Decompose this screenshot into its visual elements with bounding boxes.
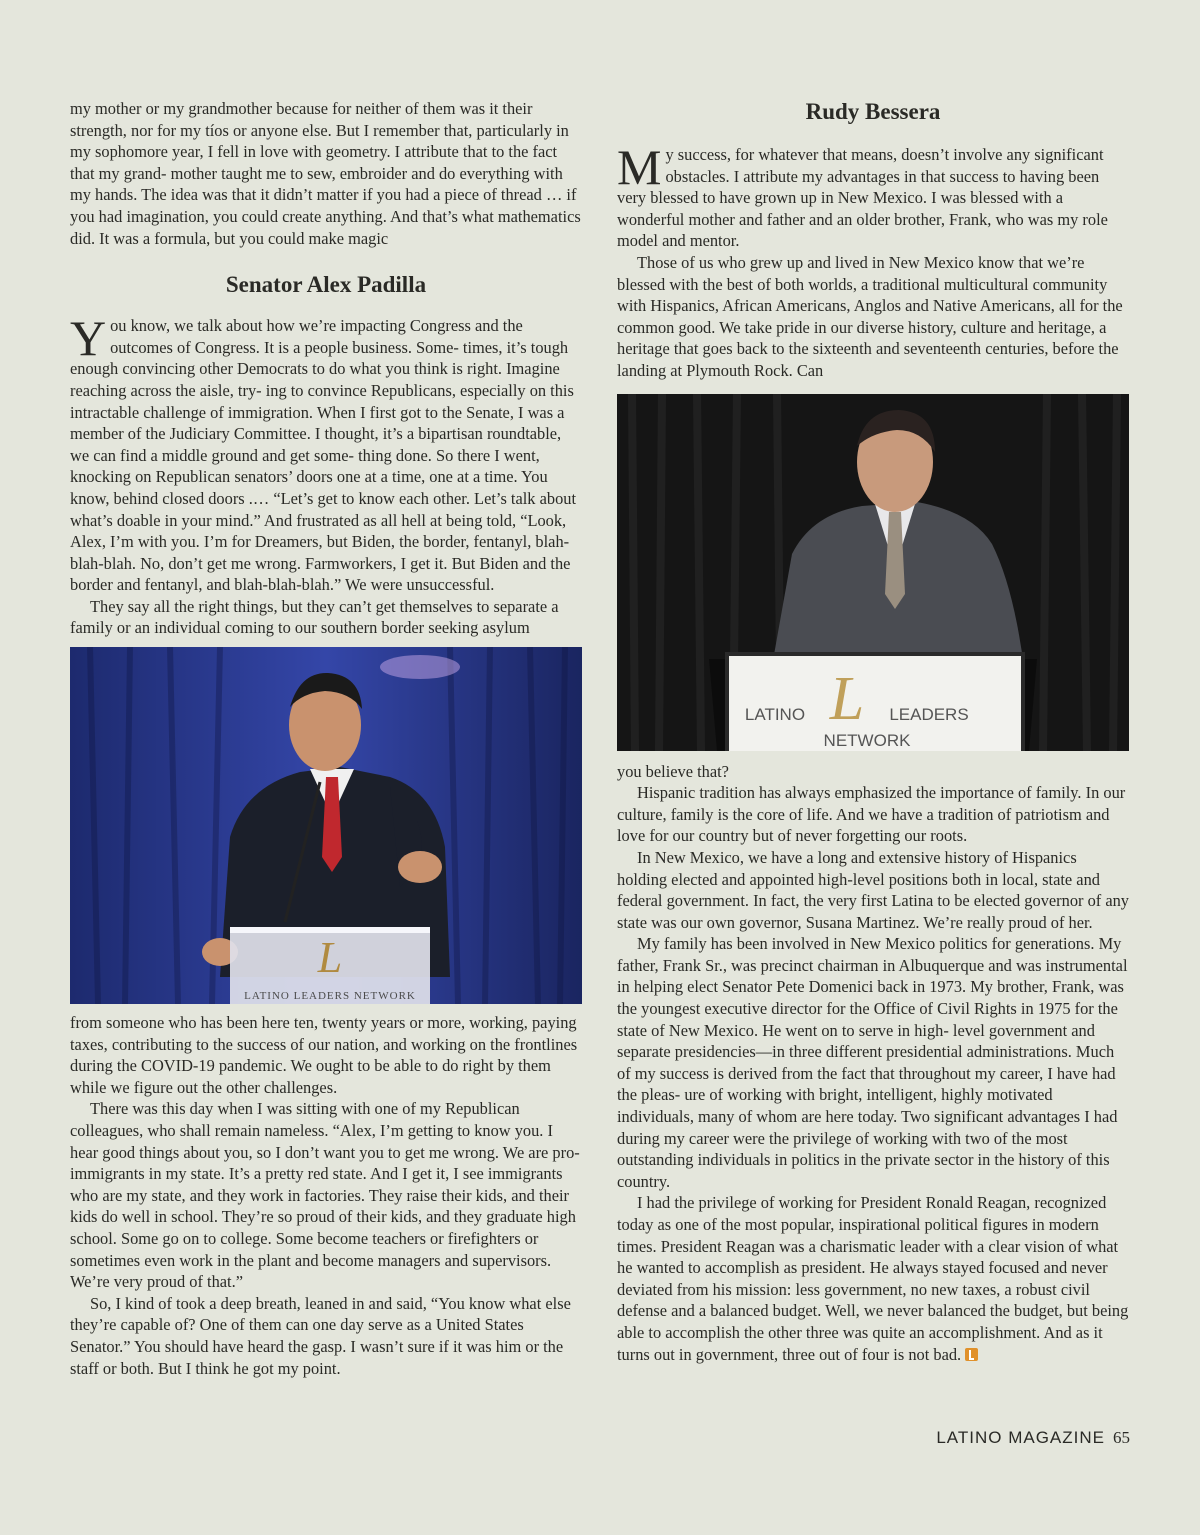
left-column (70, 98, 582, 1379)
bessera-photo (617, 394, 1129, 751)
padilla-paragraph-4: There was this day when I was sitting with one of my Republican colleagues, who shall remain nameless. “Alex, I’m getting to know you. I hear good things about you, so I don’t want you to get me wrong. We are pro-immigrants in my state. It’s a pretty red state. And I get it, I see immigrants who are my state, and they work in factories. They raise their kids, and their kids do well in school. They’re so proud of their kids, and they graduate high school. Some go on to college. Some become teachers or firefighters or sometimes even work in the plant and become managers and supervisors. We’re very proud of that.” (70, 1099, 580, 1292)
page-number: 65 (1113, 1428, 1130, 1447)
section-heading-padilla: Senator Alex Padilla (225, 272, 427, 298)
svg-text:L: L (317, 933, 343, 983)
bessera-podium-leaders: LEADERS (889, 704, 969, 724)
padilla-paragraph-3: from someone who has been here ten, twenty years or more, working, paying taxes, contributing to the success of our nation, and working on the frontlines during the COVID-19 pandemic. We ought to be able to do right by them while we figure out the other challenges. (70, 1013, 578, 1097)
end-mark-icon (965, 1348, 978, 1361)
section-heading-bessera: Rudy Bessera (805, 99, 941, 124)
magazine-name: LATINO MAGAZINE (936, 1428, 1105, 1447)
bessera-paragraph-7: I had the privilege of working for President Ronald Reagan, recognized today as one of the most popular, inspirational political figures in modern times. President Reagan was a charismatic leader with a clear vision of what he wanted to accomplish as president. He always stayed focused and never deviated from his mission: less government, no new taxes, a robust civil defense and a balanced budget. Well, we never balanced the budget, but being able to accomplish the other three was quite an accomplishment. And as it turns out in government, three out of four is not bad. (617, 1193, 1129, 1364)
padilla-photo (70, 647, 582, 1004)
page-footer (936, 1428, 1130, 1448)
bessera-paragraph-2: Those of us who grew up and lived in New Mexico know that we’re blessed with the best of both worlds, a traditional multicultural community with Hispanics, African Americans, Anglos and Native Americans, all for the common good. We take pride in our diverse history, culture and heritage, a heritage that goes back to the sixteenth and seventeenth centuries, before the landing at Plymouth Rock. Can (617, 252, 1123, 380)
drop-cap: Y (70, 310, 107, 367)
padilla-paragraph-5: So, I kind of took a deep breath, leaned in and said, “You know what else they’re capable of? One of them can one day serve as a United States Senator.” You should have heard the gasp. I wasn’t sure if it was him or the staff or both. But I think he got my point. (70, 1293, 571, 1378)
bessera-podium-network: NETWORK (823, 730, 911, 750)
svg-text:L: L (829, 664, 865, 733)
bessera-podium-latino: LATINO (744, 704, 806, 724)
padilla-paragraph-2: They say all the right things, but they can’t get themselves to separate a family or an individual coming to our southern border seeking asylum (70, 596, 559, 638)
bessera-paragraph-4: Hispanic tradition has always emphasized the importance of family. In our culture, family is the core of life. And we have a tradition of patriotism and love for our country but of never forgetting our roots. (617, 783, 1126, 846)
drop-cap: M (617, 139, 662, 195)
bessera-paragraph-5: In New Mexico, we have a long and extensive history of Hispanics holding elected and appointed high-level positions both in local, state and federal government. In fact, the very first Latina to be elected governor of any state was our own governor, Susana Martinez. We’re really proud of her. (617, 847, 1129, 932)
bessera-photo-image (617, 394, 1129, 751)
padilla-photo-image (70, 647, 582, 1004)
intro-paragraph: my mother or my grandmother because for neither of them was it their strength, nor for my tíos or anyone else. But I remember that, particularly in my sophomore year, I fell in love with geometry. I attribute that to the fact that my grand- mother taught me to sew, embroider and do everything with my hands. The idea was that it didn’t matter if you had a piece of thread … if you had imagination, you could create anything. And that’s what mathematics did. It was a formula, but you could make magic (70, 99, 581, 248)
bessera-paragraph-1: My success, for whatever that means, doesn’t involve any significant obstacles. I attribute my advantages in that success to having been very blessed to have grown up in New Mexico. I was blessed with a wonderful mother and father and an older brother, Frank, who was my role model and mentor. (617, 139, 1108, 251)
bessera-paragraph-3: you believe that? (617, 761, 729, 781)
bessera-paragraph-6: My family has been involved in New Mexico politics for generations. My father, Frank Sr., was precinct chairman in Albuquerque and was instrumental in helping elect Senator Pete Domenici back in 1973. My brother, Frank, was the youngest executive director for the Office of Civil Rights in 1975 for the state of New Mexico. He went on to serve in high- level government and separate presidencies—in three different presidential administrations. Much of my success is derived from the fact that throughout my career, I have had the pleas- ure of working with bright, intelligent, highly motivated individuals, many of whom are here today. Two significant advantages I had during my career were the privilege of working with two of the most outstanding individuals in politics in the private sector in the history of this country. (617, 934, 1128, 1191)
padilla-podium-text: LATINO LEADERS NETWORK (244, 990, 416, 1003)
right-column (617, 98, 1129, 1365)
padilla-paragraph-1: You know, we talk about how we’re impacting Congress and the outcomes of Congress. It is a people business. Some- times, it’s tough enough convincing other Democrats to do what you think is right. Imagine reaching across the aisle, try- ing to convince Republicans, especially on this intractable challenge of immigration. When I first got to the Senate, I was a member of the Judiciary Committee. I thought, it’s a bipartisan roundtable, we can find a middle ground and get some- thing done. So there I went, knocking on Republican senators’ doors one at a time, one at a time. You know, behind closed doors .… “Let’s get to know each other. Let’s talk about what’s doable in your mind.” And frustrated as all hell at being told, “Look, Alex, I’m with you. I’m for Dreamers, but Biden, the border, fentanyl, blah-blah-blah. No, don’t get me wrong. Farmworkers, I get it. But Biden and the border and fentanyl, and blah-blah-blah.” We were unsuccessful. (70, 310, 577, 595)
